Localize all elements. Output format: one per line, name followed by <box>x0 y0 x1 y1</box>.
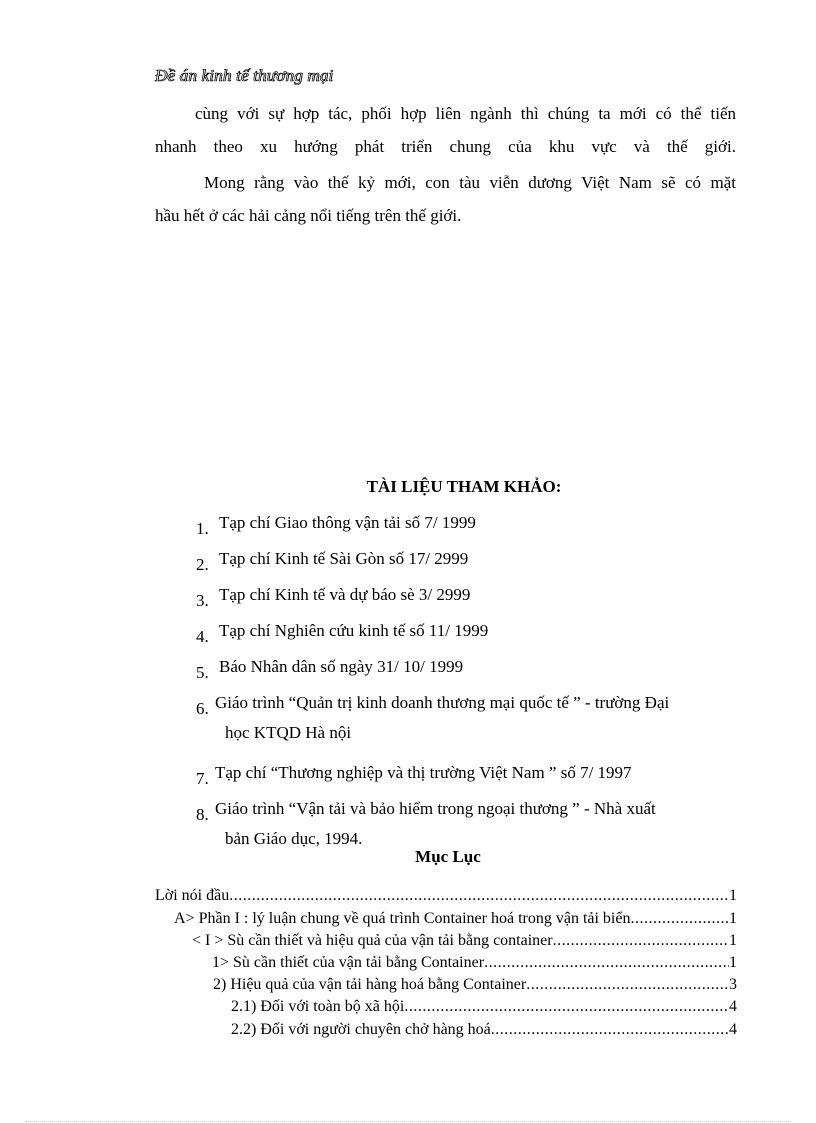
toc-page-number: 1 <box>729 954 737 971</box>
body-paragraph-1 <box>155 97 736 163</box>
toc-leader-dots <box>526 975 729 995</box>
toc-entry[interactable] <box>231 1020 737 1040</box>
paragraph-line: Mong rằng vào thế kỷ mới, con tàu viễn dương Việt Nam sẽ có mặt <box>204 173 736 192</box>
toc-entry-text: < I > Sù cần thiết và hiệu quả của vận tải bằng container <box>192 932 553 949</box>
reference-text: Giáo trình “Quản trị kinh doanh thương mại quốc tế ” - trường Đại <box>215 693 670 712</box>
reference-number: 1. <box>196 519 209 538</box>
page-bottom-divider <box>25 1121 791 1122</box>
paragraph-line: cùng với sự hợp tác, phối hợp liên ngành thì chúng ta mới có thể tiến <box>195 104 736 123</box>
toc-entry[interactable] <box>174 909 737 929</box>
toc-entry[interactable] <box>231 997 737 1017</box>
reference-number: 2. <box>196 555 209 574</box>
reference-text: Tạp chí Kinh tế Sài Gòn số 17/ 2999 <box>219 549 469 568</box>
toc-leader-dots <box>229 886 729 906</box>
toc-leader-dots <box>484 953 729 973</box>
toc-leader-dots <box>404 997 729 1017</box>
reference-text: Tạp chí Nghiên cứu kinh tế số 11/ 1999 <box>219 621 489 640</box>
toc-entry[interactable] <box>155 886 737 906</box>
toc-leader-dots <box>630 909 729 929</box>
reference-text-continuation: học KTQD Hà nội <box>225 723 352 742</box>
toc-entry-text: 1> Sù cần thiết của vận tải bằng Container <box>212 954 485 971</box>
toc-page-number: 1 <box>729 932 737 949</box>
toc-entry[interactable] <box>212 953 737 973</box>
reference-number: 7. <box>196 769 209 788</box>
reference-text: Tạp chí Kinh tế và dự báo sè 3/ 2999 <box>219 585 471 604</box>
reference-text: Giáo trình “Vận tải và bảo hiểm trong ngoại thương ” - Nhà xuất <box>215 799 656 818</box>
reference-number: 3. <box>196 591 209 610</box>
toc-entry-text: A> Phần I : lý luận chung về quá trình Container hoá trong vận tải biển <box>174 910 631 927</box>
toc-entry-text: Lời nói đầu <box>155 887 230 904</box>
paragraph-line: nhanh theo xu hướng phát triển chung của khu vực và thế giới. <box>155 137 736 156</box>
toc-entry-text: 2.1) Đối với toàn bộ xã hội <box>231 998 405 1015</box>
reference-number: 8. <box>196 805 209 824</box>
toc-title: Mục Lục <box>415 847 481 866</box>
reference-text: Báo Nhân dân số ngày 31/ 10/ 1999 <box>219 657 464 676</box>
reference-text-continuation: bản Giáo dục, 1994. <box>225 829 363 848</box>
reference-text: Tạp chí “Thương nghiệp và thị trường Việt Nam ” số 7/ 1997 <box>215 763 632 782</box>
toc-page-number: 3 <box>729 976 737 993</box>
toc-page-number: 1 <box>729 910 737 927</box>
toc-page-number: 4 <box>729 1021 737 1038</box>
toc-entry[interactable] <box>213 975 737 995</box>
reference-number: 5. <box>196 663 209 682</box>
toc-leader-dots <box>491 1020 729 1040</box>
paragraph-line: hầu hết ở các hải cảng nổi tiếng trên thế giới. <box>155 206 462 225</box>
page-header-title: Đề án kinh tế thương mại <box>155 66 334 85</box>
body-paragraph-2 <box>155 166 736 232</box>
reference-text: Tạp chí Giao thông vận tải số 7/ 1999 <box>219 513 476 532</box>
toc-entry-text: 2) Hiệu quả của vận tải hàng hoá bằng Container <box>213 976 527 993</box>
toc-entry-text: 2.2) Đối với người chuyên chở hàng hoá <box>231 1021 491 1038</box>
references-title: TÀI LIỆU THAM KHẢO: <box>366 477 562 496</box>
reference-number: 4. <box>196 627 209 646</box>
toc-page-number: 1 <box>729 887 737 904</box>
toc-leader-dots <box>553 931 729 951</box>
toc-entry[interactable] <box>192 931 737 951</box>
reference-number: 6. <box>196 699 209 718</box>
toc-page-number: 4 <box>729 998 737 1015</box>
